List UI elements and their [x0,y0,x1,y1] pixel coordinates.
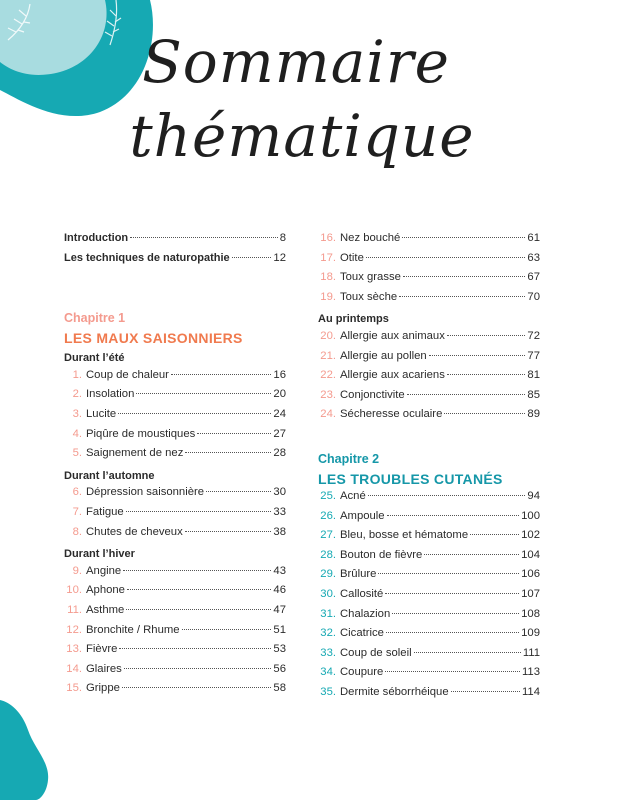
toc-entry[interactable] [318,490,540,510]
toc-entry[interactable] [64,682,286,702]
entry-page-number: 81 [527,369,540,382]
entry-number: 27. [320,529,336,542]
entry-number: 15. [66,682,82,695]
entry-page-number: 30 [273,486,286,499]
entry-page-number: 33 [273,505,286,518]
entry-number: 2. [72,388,82,401]
entry-label: Angine [86,564,122,577]
entry-page-number: 28 [273,447,286,460]
toc-entry[interactable] [64,526,286,546]
entry-label: Otite [340,251,364,264]
dot-leader [366,257,526,258]
dot-leader [232,257,272,258]
entry-page-number: 24 [273,407,286,420]
entry-label: Nez bouché [340,232,401,244]
toc-entry[interactable] [64,604,286,624]
entry-label: Asthme [86,603,125,616]
dot-leader [123,570,271,571]
entry-label: Lucite [86,407,117,420]
spacer [318,428,540,450]
entry-number: 6. [72,486,82,499]
entry-number: 31. [320,607,336,620]
entry-page-number: 104 [521,548,540,561]
dot-leader [126,511,272,512]
entry-page-number: 53 [273,643,286,656]
entry-page-number: 27 [273,427,286,440]
entry-label: Grippe [86,682,120,695]
entry-page-number: 61 [527,232,540,244]
toc-entry[interactable] [64,506,286,526]
entry-page-number: 102 [521,529,540,542]
entry-label: Piqûre de moustiques [86,427,196,440]
dot-leader [136,393,271,394]
toc-entry[interactable] [318,291,540,311]
entry-number: 9. [72,564,82,577]
dot-leader [130,237,278,238]
entry-label: Brûlure [340,568,377,581]
dot-leader [447,374,526,375]
entry-page-number: 72 [527,329,540,342]
entry-label: Fièvre [86,643,118,656]
entry-number: 33. [320,646,336,659]
entry-number: 29. [320,568,336,581]
toc-entry[interactable] [318,232,540,252]
entry-number: 10. [66,584,82,597]
entry-number: 14. [66,662,82,675]
entry-label: Allergie aux animaux [340,329,445,342]
entry-number: 4. [72,427,82,440]
entry-page-number: 107 [521,587,540,600]
dot-leader [171,374,272,375]
toc-entry[interactable] [318,510,540,530]
toc-entry[interactable] [318,252,540,272]
entry-label: Glaires [86,662,122,675]
toc-entry[interactable] [64,584,286,604]
entry-label: Allergie au pollen [340,349,427,362]
entry-label: Toux sèche [340,290,398,303]
entry-page-number: 47 [273,603,286,616]
toc-entry[interactable] [318,330,540,350]
season-heading: Durant l’automne [64,469,155,482]
dot-leader [407,394,526,395]
toc-entry[interactable] [318,647,540,667]
entry-number: 1. [72,368,82,381]
spacer [64,271,286,309]
dot-leader [470,534,519,535]
entry-page-number: 109 [521,627,540,640]
entry-number: 22. [320,369,336,382]
dot-leader [118,413,271,414]
page-title-line1: Sommaire [142,28,450,96]
toc-entry[interactable] [318,686,540,706]
toc-entry[interactable] [64,624,286,644]
entry-label: Bouton de fièvre [340,548,423,561]
entry-number: 28. [320,548,336,561]
entry-page-number: 85 [527,388,540,401]
entry-page-number: 43 [273,564,286,577]
entry-label: Coup de soleil [340,646,412,659]
dot-leader [126,609,271,610]
entry-label: Fatigue [86,505,124,518]
dot-leader [385,593,519,594]
dot-leader [182,629,272,630]
toc-entry[interactable] [64,643,286,663]
entry-number: 8. [72,525,82,538]
dot-leader [392,613,519,614]
entry-page-number: 94 [527,489,540,502]
entry-label: Coup de chaleur [86,368,169,381]
dot-leader [206,491,271,492]
toc-right-column [318,232,540,705]
entry-label: Insolation [86,388,135,401]
entry-label: Ampoule [340,509,385,522]
toc-entry[interactable] [318,408,540,428]
entry-number: 35. [320,685,336,698]
entry-label: Chutes de cheveux [86,525,183,538]
entry-number: 13. [66,643,82,656]
toc-entry[interactable] [318,350,540,370]
entry-page-number: 113 [521,666,540,679]
entry-number: 24. [320,408,336,421]
entry-page-number: 58 [273,682,286,695]
entry-number: 5. [72,447,82,460]
entry-page-number: 114 [521,685,540,698]
entry-page-number: 46 [273,584,286,597]
dot-leader [119,648,271,649]
entry-number: 20. [320,329,336,342]
dot-leader [197,433,271,434]
entry-label: Dermite séborrhéique [340,685,449,698]
toc-entry[interactable] [318,627,540,647]
dot-leader [447,335,526,336]
entry-label: Dépression saisonnière [86,486,205,499]
dot-leader [387,515,520,516]
entry-page-number: 8 [279,232,286,244]
toc-entry[interactable] [64,408,286,428]
entry-label: Allergie aux acariens [340,369,445,382]
toc-entry[interactable] [318,271,540,291]
entry-label: Les techniques de naturopathie [64,251,230,264]
dot-leader [424,554,519,555]
entry-number: 32. [320,627,336,640]
toc-main-entry[interactable] [64,252,286,272]
entry-number: 34. [320,666,336,679]
chapter-number: Chapitre 2 [318,451,380,466]
chapter-title: LES TROUBLES CUTANÉS [318,470,503,487]
toc-entry[interactable] [64,447,286,467]
dot-leader [429,355,526,356]
entry-number: 17. [320,251,336,264]
entry-page-number: 38 [273,525,286,538]
dot-leader [414,652,521,653]
toc-entry[interactable] [318,608,540,628]
entry-page-number: 108 [521,607,540,620]
entry-number: 26. [320,509,336,522]
dot-leader [403,276,526,277]
dot-leader [402,237,525,238]
entry-label: Saignement de nez [86,447,184,460]
dot-leader [399,296,525,297]
dot-leader [185,452,271,453]
toc-entry[interactable] [318,588,540,608]
entry-number: 30. [320,587,336,600]
toc-entry[interactable] [64,565,286,585]
entry-label: Aphone [86,584,125,597]
entry-number: 11. [67,603,82,616]
page-title-line2: thématique [129,102,475,170]
toc-left-column [64,232,286,702]
dot-leader [385,671,520,672]
entry-page-number: 56 [273,662,286,675]
entry-page-number: 111 [522,646,540,659]
dot-leader [124,668,272,669]
season-heading: Au printemps [318,313,389,326]
toc-entry[interactable] [64,388,286,408]
entry-label: Introduction [64,232,129,244]
entry-page-number: 106 [521,568,540,581]
entry-page-number: 20 [273,388,286,401]
dot-leader [185,531,272,532]
toc-entry[interactable] [318,549,540,569]
dot-leader [378,573,519,574]
toc-entry[interactable] [318,369,540,389]
entry-page-number: 100 [521,509,540,522]
toc-entry[interactable] [318,666,540,686]
entry-label: Toux grasse [340,271,401,284]
entry-number: 25. [320,489,336,502]
entry-number: 18. [320,271,336,284]
toc-entry[interactable] [318,568,540,588]
entry-label: Callosité [340,587,384,600]
entry-label: Acné [340,489,366,502]
entry-number: 16. [320,232,336,244]
entry-label: Coupure [340,666,384,679]
entry-page-number: 70 [527,290,540,303]
toc-entry[interactable] [64,369,286,389]
entry-page-number: 51 [273,623,286,636]
entry-label: Conjonctivite [340,388,405,401]
toc-entry[interactable] [64,663,286,683]
entry-label: Bleu, bosse et hématome [340,529,469,542]
toc-entry[interactable] [64,428,286,448]
season-heading: Durant l’hiver [64,548,135,561]
entry-label: Chalazion [340,607,391,620]
entry-number: 19. [320,290,336,303]
entry-page-number: 16 [273,368,286,381]
dot-leader [386,632,519,633]
entry-label: Sécheresse oculaire [340,408,443,421]
entry-number: 3. [72,407,82,420]
entry-page-number: 89 [527,408,540,421]
entry-number: 12. [66,623,82,636]
dot-leader [444,413,525,414]
toc-entry[interactable] [318,529,540,549]
chapter-title: LES MAUX SAISONNIERS [64,330,243,347]
entry-label: Cicatrice [340,627,384,640]
dot-leader [368,495,526,496]
toc-entry[interactable] [318,389,540,409]
bottom-left-blob-decoration [0,700,60,800]
entry-number: 21. [320,349,336,362]
chapter-number: Chapitre 1 [64,311,126,326]
entry-number: 23. [320,388,336,401]
toc-main-entry[interactable] [64,232,286,252]
entry-number: 7. [72,505,82,518]
dot-leader [451,691,520,692]
entry-page-number: 77 [527,349,540,362]
entry-page-number: 12 [273,251,286,264]
dot-leader [127,589,271,590]
entry-page-number: 67 [527,271,540,284]
entry-page-number: 63 [527,251,540,264]
entry-label: Bronchite / Rhume [86,623,180,636]
dot-leader [122,687,272,688]
toc-entry[interactable] [64,486,286,506]
season-heading: Durant l’été [64,352,125,365]
